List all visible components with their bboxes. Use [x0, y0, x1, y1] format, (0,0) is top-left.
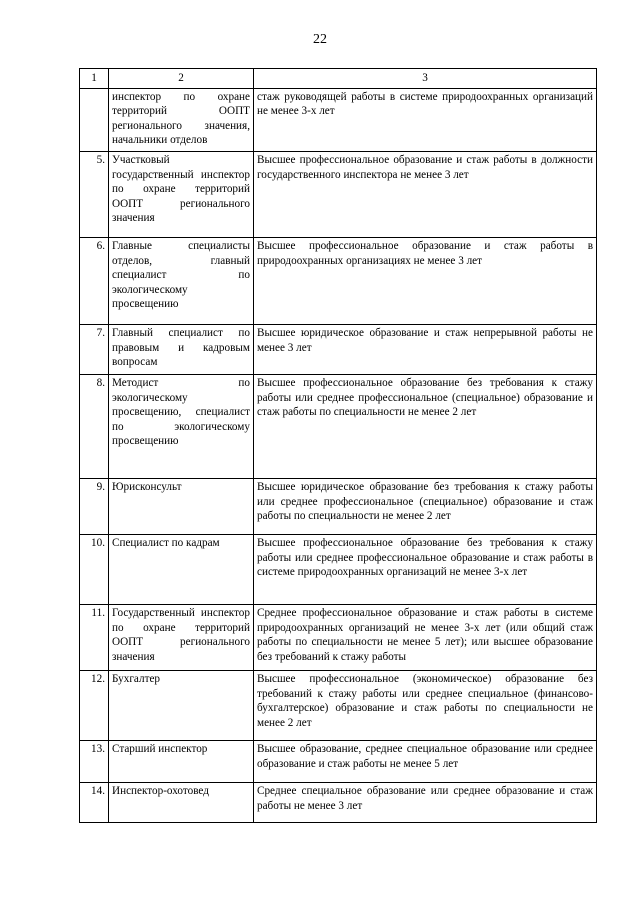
row-number: 10. [80, 534, 109, 604]
table-row [80, 237, 597, 324]
row-number: 11. [80, 604, 109, 670]
position-title: Специалист по кадрам [109, 534, 254, 604]
column-header-2: 2 [109, 69, 254, 89]
page-number: 22 [313, 32, 327, 47]
qualification-table [79, 68, 597, 823]
position-title: Государственный инспектор по охране территорий ООПТ регионального значения [109, 604, 254, 670]
qualification-requirement: стаж руководящей работы в системе природоохранных организаций не менее 3-х лет [254, 88, 597, 151]
table-row [80, 670, 597, 740]
qualification-requirement: Высшее профессиональное образование без требования к стажу работы или среднее профессиональное (специальное) образование и стаж работы по специальности не менее 2 лет [254, 374, 597, 478]
qualification-requirement: Среднее профессиональное образование и стаж работы в системе природоохранных организаций не менее 3-х лет (или общий стаж работы по специальности не менее 5 лет); или высшее образование без требований к стажу работы [254, 604, 597, 670]
row-number: 8. [80, 374, 109, 478]
table-row [80, 324, 597, 374]
table-row [80, 374, 597, 478]
position-title: Главный специалист по правовым и кадровым вопросам [109, 324, 254, 374]
qualification-requirement: Высшее образование, среднее специальное образование или среднее образование и стаж работы не менее 5 лет [254, 740, 597, 782]
row-number: 6. [80, 237, 109, 324]
row-number: 5. [80, 151, 109, 237]
qualification-requirement: Высшее профессиональное образование и стаж работы в должности государственного инспектора не менее 3 лет [254, 151, 597, 237]
position-title: инспектор по охране территорий ООПТ регионального значения, начальники отделов [109, 88, 254, 151]
row-number [80, 88, 109, 151]
column-header-1: 1 [80, 69, 109, 89]
table-row [80, 604, 597, 670]
row-number: 14. [80, 782, 109, 822]
row-number: 9. [80, 478, 109, 534]
table-header-row [80, 69, 597, 89]
position-title: Старший инспектор [109, 740, 254, 782]
table-row [80, 151, 597, 237]
table-row [80, 534, 597, 604]
position-title: Бухгалтер [109, 670, 254, 740]
qualification-requirement: Высшее профессиональное образование без требования к стажу работы или среднее профессиональное образование и стаж работы в системе природоохранных организаций не менее 3-х лет [254, 534, 597, 604]
qualification-requirement: Высшее юридическое образование и стаж непрерывной работы не менее 3 лет [254, 324, 597, 374]
column-header-3: 3 [254, 69, 597, 89]
qualification-requirement: Высшее юридическое образование без требования к стажу работы или среднее профессиональное (специальное) образование и стаж работы по специальности не менее 2 лет [254, 478, 597, 534]
qualification-requirement: Среднее специальное образование или среднее образование и стаж работы не менее 3 лет [254, 782, 597, 822]
table-row [80, 88, 597, 151]
position-title: Юрисконсульт [109, 478, 254, 534]
position-title: Инспектор-охотовед [109, 782, 254, 822]
qualification-requirement: Высшее профессиональное образование и стаж работы в природоохранных организациях не менее 3 лет [254, 237, 597, 324]
table-row [80, 740, 597, 782]
table-row [80, 478, 597, 534]
row-number: 13. [80, 740, 109, 782]
position-title: Главные специалисты отделов, главный специалист по экологическому просвещению [109, 237, 254, 324]
position-title: Методист по экологическому просвещению, специалист по экологическому просвещению [109, 374, 254, 478]
position-title: Участковый государственный инспектор по охране территорий ООПТ регионального значения [109, 151, 254, 237]
qualification-requirement: Высшее профессиональное (экономическое) образование без требований к стажу работы или среднее специальное (финансово-бухгалтерское) образование и стаж работы по специальности не менее 2 лет [254, 670, 597, 740]
row-number: 7. [80, 324, 109, 374]
row-number: 12. [80, 670, 109, 740]
table-row [80, 782, 597, 822]
